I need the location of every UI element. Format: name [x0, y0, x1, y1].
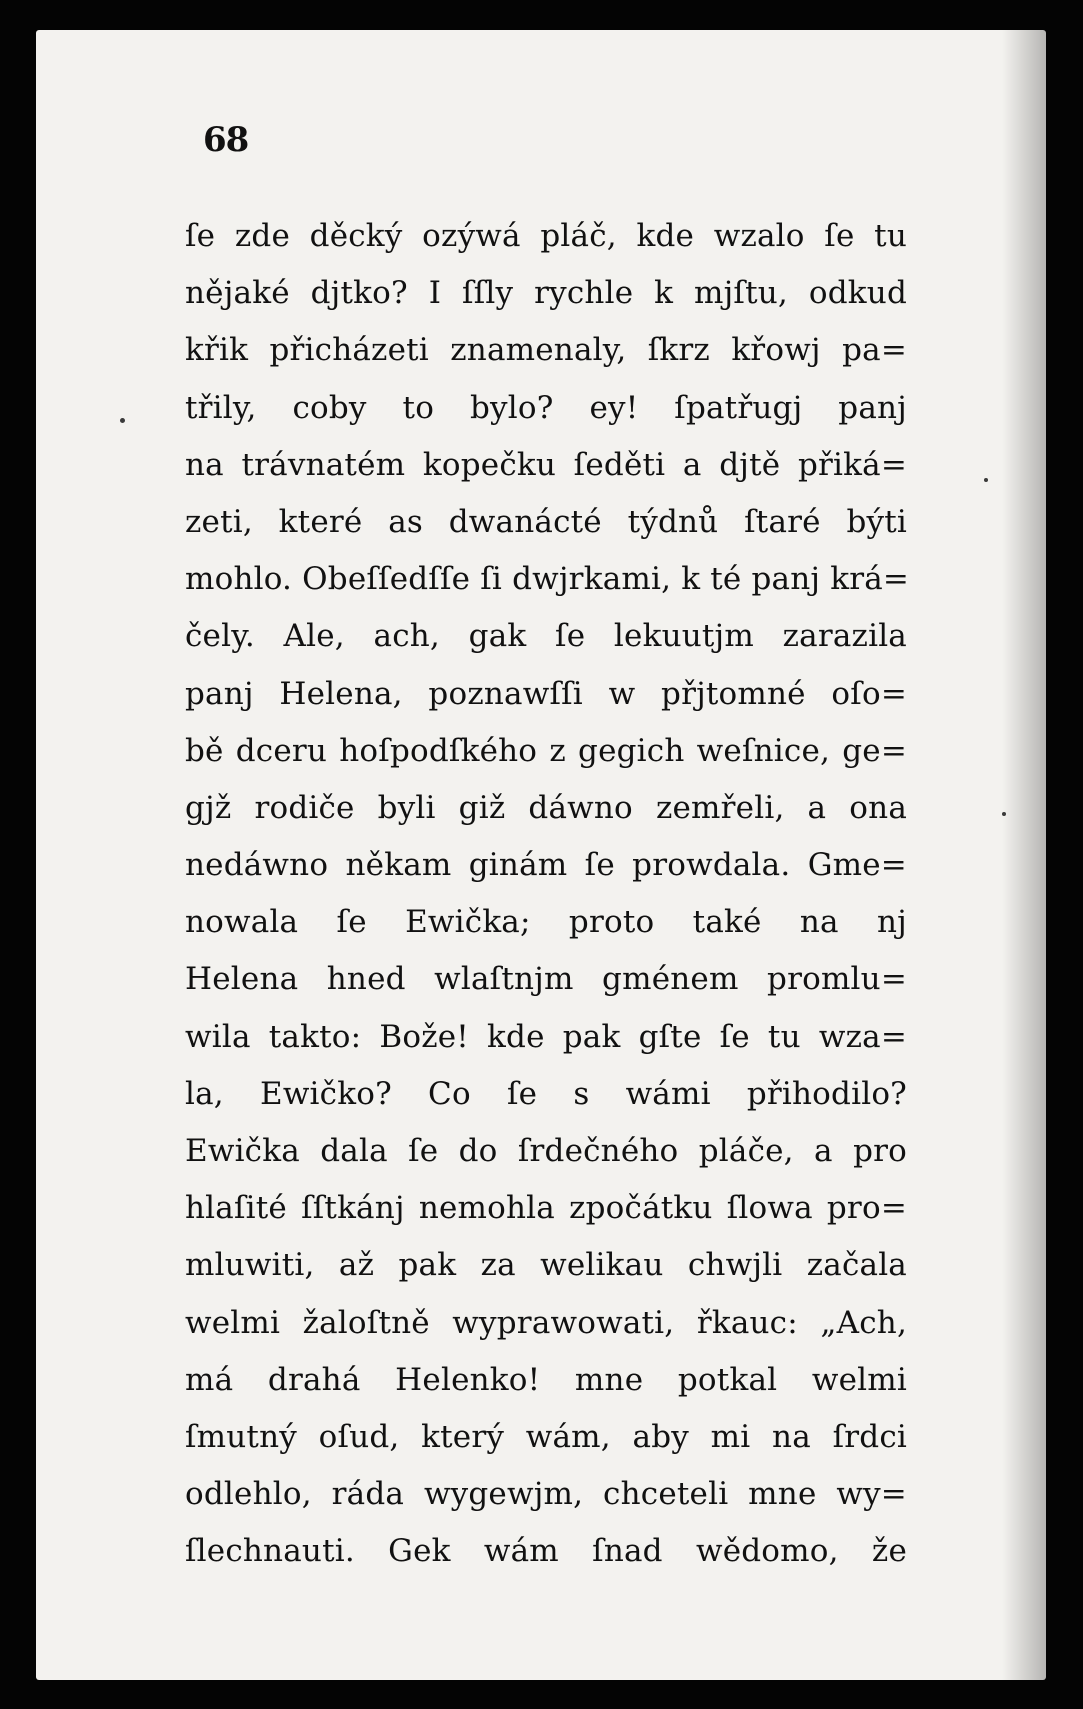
- page-edge-shadow: [1002, 30, 1046, 1680]
- text-line: ſe zde děcký ozýwá pláč, kde wzalo ſe tu: [185, 218, 907, 254]
- body-text: [185, 208, 910, 1581]
- text-line: panj Helena, poznawſſi w přjtomné oſo=: [185, 675, 907, 712]
- page-number: 68: [203, 120, 249, 160]
- text-line: Ewička dala ſe do ſrdečného pláče, a pro: [185, 1133, 907, 1169]
- text-line: ſmutný oſud, který wám, aby mi na ſrdci: [185, 1418, 907, 1455]
- text-line: třily, coby to bylo? ey! ſpatřugj panj: [185, 389, 907, 426]
- text-line: zeti, které as dwanácté týdnů ſtaré býti: [185, 503, 907, 540]
- text-line: wila takto: Bože! kde pak gſte ſe tu wza=: [185, 1018, 907, 1055]
- text-line: nowala ſe Ewička; proto také na nj: [185, 904, 907, 941]
- text-line: ſlechnauti. Gek wám ſnad wědomo, že: [185, 1533, 907, 1570]
- text-line: odlehlo, ráda wygewjm, chceteli mne wy=: [185, 1476, 907, 1513]
- text-line: la, Ewičko? Co ſe s wámi přihodilo?: [185, 1075, 907, 1112]
- scan-speck: [1002, 812, 1006, 816]
- text-line: křik přicházeti znamenaly, ſkrz křowj pa=: [185, 332, 907, 369]
- text-line: gjž rodiče byli giž dáwno zemřeli, a ona: [185, 789, 907, 826]
- text-line: na trávnatém kopečku ſeděti a djtě přiká=: [185, 446, 907, 483]
- scan-speck: [984, 478, 988, 482]
- text-line: mluwiti, až pak za welikau chwjli začala: [185, 1247, 907, 1284]
- text-line: nějaké djtko? I ſſly rychle k mjſtu, odkud: [185, 275, 907, 312]
- scan-speck: [120, 418, 125, 423]
- text-line: Helena hned wlaſtnjm gménem promlu=: [185, 961, 907, 998]
- text-line: welmi žaloſtně wyprawowati, řkauc: „Ach,: [185, 1304, 907, 1341]
- text-line: čely. Ale, ach, gak ſe lekuutjm zarazila: [185, 618, 907, 655]
- text-line: hlaſité ſſtkánj nemohla zpočátku ſlowa pro=: [185, 1190, 907, 1227]
- text-line: mohlo. Obeſſedſſe ſi dwjrkami, k té panj krá=: [185, 561, 910, 598]
- text-line: má drahá Helenko! mne potkal welmi: [185, 1361, 907, 1398]
- text-line: nedáwno někam ginám ſe prowdala. Gme=: [185, 847, 907, 884]
- text-line: bě dceru hoſpodſkého z gegich weſnice, ge=: [185, 732, 907, 769]
